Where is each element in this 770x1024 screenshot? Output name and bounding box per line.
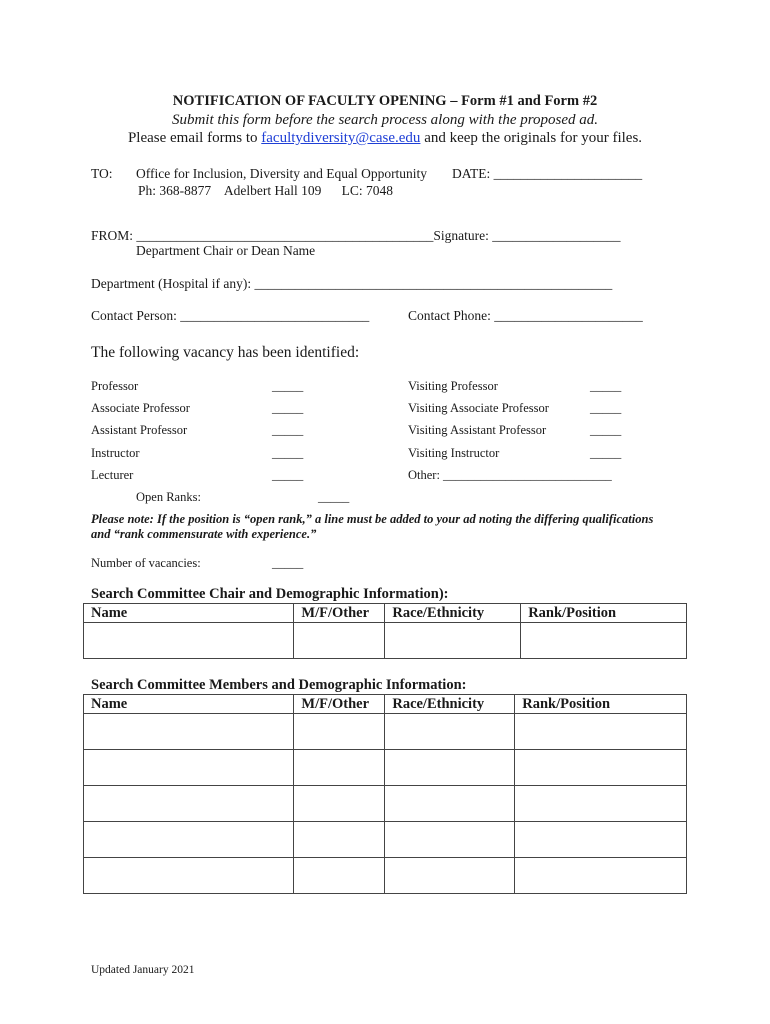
table-cell[interactable] bbox=[84, 858, 294, 894]
table-cell[interactable] bbox=[84, 750, 294, 786]
position-label: Lecturer bbox=[91, 468, 134, 482]
date-field[interactable]: DATE: ______________________ bbox=[452, 166, 643, 181]
other-position-field[interactable]: Other: ___________________________ bbox=[408, 468, 612, 482]
table-cell[interactable] bbox=[294, 858, 385, 894]
position-label: Visiting Associate Professor bbox=[408, 401, 549, 415]
email-prefix: Please email forms to bbox=[127, 130, 258, 146]
position-blank[interactable]: _____ bbox=[272, 468, 304, 482]
position-blank[interactable]: _____ bbox=[272, 423, 304, 437]
table-cell[interactable] bbox=[385, 822, 515, 858]
table-cell[interactable] bbox=[385, 786, 515, 822]
column-header: M/F/Other bbox=[294, 695, 385, 714]
table-cell[interactable] bbox=[294, 714, 385, 750]
position-label: Associate Professor bbox=[91, 401, 190, 415]
column-header: Rank/Position bbox=[515, 695, 687, 714]
table-cell[interactable] bbox=[515, 750, 687, 786]
position-blank[interactable]: _____ bbox=[590, 379, 622, 393]
table-cell[interactable] bbox=[294, 623, 385, 659]
position-blank[interactable]: _____ bbox=[272, 379, 304, 393]
to-label: TO: bbox=[91, 166, 113, 181]
vacancies-blank[interactable]: _____ bbox=[272, 556, 304, 570]
column-header: Name bbox=[84, 604, 294, 623]
position-label: Visiting Professor bbox=[408, 379, 498, 393]
table-cell[interactable] bbox=[385, 750, 515, 786]
position-blank[interactable]: _____ bbox=[272, 446, 304, 460]
table-row bbox=[84, 623, 687, 659]
department-field[interactable]: Department (Hospital if any): _____________________________________________________ bbox=[91, 276, 613, 291]
from-sub-label: Department Chair or Dean Name bbox=[136, 243, 316, 258]
table-row bbox=[84, 750, 687, 786]
position-label: Professor bbox=[91, 379, 139, 393]
position-label: Visiting Instructor bbox=[408, 446, 500, 460]
open-ranks-label: Open Ranks: bbox=[136, 490, 201, 504]
table-row bbox=[84, 858, 687, 894]
column-header: Name bbox=[84, 695, 294, 714]
table-cell[interactable] bbox=[521, 623, 687, 659]
to-office: Office for Inclusion, Diversity and Equal Opportunity bbox=[136, 166, 428, 181]
position-blank[interactable]: _____ bbox=[590, 446, 622, 460]
column-header: M/F/Other bbox=[294, 604, 385, 623]
contact-phone-field[interactable]: Contact Phone: ______________________ bbox=[408, 308, 643, 323]
table-cell[interactable] bbox=[515, 714, 687, 750]
column-header: Rank/Position bbox=[521, 604, 687, 623]
form-title: NOTIFICATION OF FACULTY OPENING – Form #1 and Form #2 bbox=[172, 93, 598, 109]
table-cell[interactable] bbox=[294, 786, 385, 822]
members-table-heading: Search Committee Members and Demographic Information: bbox=[91, 677, 467, 693]
table-cell[interactable] bbox=[84, 786, 294, 822]
form-subtitle: Submit this form before the search process along with the proposed ad. bbox=[171, 112, 599, 128]
position-label: Visiting Assistant Professor bbox=[408, 423, 547, 437]
position-label: Instructor bbox=[91, 446, 140, 460]
note-line: and “rank commensurate with experience.” bbox=[91, 527, 317, 541]
email-instruction bbox=[0, 130, 770, 147]
table-row bbox=[84, 822, 687, 858]
to-details: Ph: 368-8877 Adelbert Hall 109 LC: 7048 bbox=[138, 183, 393, 198]
table-cell[interactable] bbox=[84, 822, 294, 858]
chair-table bbox=[83, 603, 687, 659]
email-link[interactable]: facultydiversity@case.edu bbox=[261, 130, 421, 146]
vacancy-heading: The following vacancy has been identified: bbox=[91, 344, 360, 361]
table-cell[interactable] bbox=[385, 858, 515, 894]
table-row bbox=[84, 786, 687, 822]
position-blank[interactable]: _____ bbox=[590, 423, 622, 437]
email-suffix: and keep the originals for your files. bbox=[424, 130, 643, 146]
table-cell[interactable] bbox=[385, 623, 521, 659]
table-row bbox=[84, 714, 687, 750]
from-signature-line[interactable]: FROM: ____________________________________________Signature: ___________________ bbox=[91, 228, 621, 243]
position-blank[interactable]: _____ bbox=[272, 401, 304, 415]
table-cell[interactable] bbox=[385, 714, 515, 750]
members-table bbox=[83, 694, 687, 894]
table-cell[interactable] bbox=[294, 750, 385, 786]
vacancies-label: Number of vacancies: bbox=[91, 556, 201, 570]
column-header: Race/Ethnicity bbox=[385, 695, 515, 714]
table-cell[interactable] bbox=[84, 623, 294, 659]
open-rank-note bbox=[91, 512, 653, 542]
updated-date: Updated January 2021 bbox=[91, 964, 195, 976]
table-cell[interactable] bbox=[515, 822, 687, 858]
table-cell[interactable] bbox=[515, 858, 687, 894]
chair-table-heading: Search Committee Chair and Demographic Information): bbox=[91, 586, 449, 602]
table-cell[interactable] bbox=[294, 822, 385, 858]
column-header: Race/Ethnicity bbox=[385, 604, 521, 623]
table-header-row bbox=[84, 604, 687, 623]
contact-person-field[interactable]: Contact Person: ____________________________ bbox=[91, 308, 370, 323]
position-label: Assistant Professor bbox=[91, 423, 188, 437]
open-ranks-blank[interactable]: _____ bbox=[318, 490, 350, 504]
table-cell[interactable] bbox=[84, 714, 294, 750]
position-blank[interactable]: _____ bbox=[590, 401, 622, 415]
note-line: Please note: If the position is “open rank,” a line must be added to your ad noting the differing qualifications bbox=[91, 512, 654, 526]
table-cell[interactable] bbox=[515, 786, 687, 822]
table-header-row bbox=[84, 695, 687, 714]
